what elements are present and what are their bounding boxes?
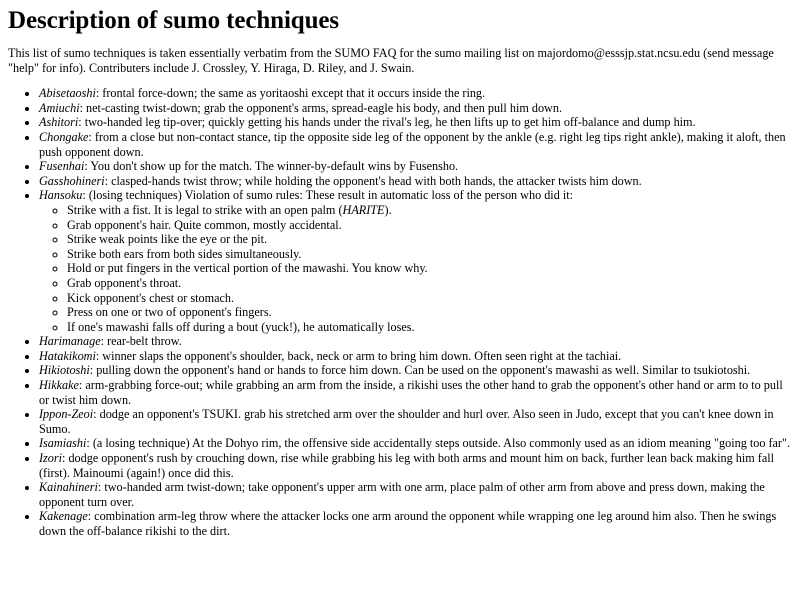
technique-definition: : from a close but non-contact stance, tip the opposite side leg of the opponent by the ankle (e.g. right leg tips right ankle), making it aloft, then push opponent down.: [39, 129, 786, 159]
technique-definition: : frontal force-down; the same as yoritaoshi except that it occurs inside the ring.: [95, 86, 486, 101]
technique-item: [39, 407, 792, 436]
technique-item: [39, 115, 792, 130]
intro-paragraph: This list of sumo techniques is taken essentially verbatim from the SUMO FAQ for the sumo mailing list on majordomo@esssjp.stat.ncsu.edu (send message "help" for info). Contributers include J. Crossley, Y. Hiraga, D. Riley, and J. Swain.: [8, 46, 774, 75]
technique-term: Gasshohineri: [39, 173, 105, 188]
technique-list: [8, 86, 792, 538]
technique-term: Hatakikomi: [39, 348, 96, 363]
violation-text: Strike both ears from both sides simultaneously.: [67, 246, 302, 261]
technique-definition: : net-casting twist-down; grab the opponent's arms, spread-eagle his body, and then pull him down.: [79, 100, 563, 115]
technique-definition: : two-handed arm twist-down; take opponent's upper arm with one arm, place palm of other arm from above and press down, making the opponent turn over.: [39, 480, 765, 509]
technique-item: [39, 480, 792, 509]
violation-item: [67, 232, 792, 247]
technique-item: [39, 509, 792, 538]
technique-item: [39, 130, 792, 159]
violation-list: [39, 203, 792, 334]
technique-term: Izori: [39, 451, 63, 466]
violation-text: Grab opponent's hair. Quite common, mostly accidental.: [67, 217, 342, 232]
technique-item: [39, 174, 792, 189]
technique-definition: : You don't show up for the match. The winner-by-default wins by Fusensho.: [84, 159, 459, 174]
technique-definition: : (losing techniques) Violation of sumo rules: These result in automatic loss of the person who did it:: [82, 188, 573, 203]
violation-item: [67, 203, 792, 218]
violation-item: [67, 218, 792, 233]
technique-definition: : combination arm-leg throw where the attacker locks one arm around the opponent while wrapping one leg around him also. Then he swings down the off-balance rikishi to the dirt.: [39, 509, 777, 538]
technique-term: Hikkake: [39, 378, 79, 393]
technique-definition: : rear-belt throw.: [100, 334, 182, 349]
technique-definition: : winner slaps the opponent's shoulder, back, neck or arm to bring him down. Often seen right at the tachiai.: [95, 348, 622, 363]
violation-item: [67, 291, 792, 306]
violation-item: [67, 305, 792, 320]
page-title: Description of sumo techniques: [8, 7, 340, 34]
technique-term: Abisetaoshi: [39, 86, 96, 101]
technique-item: [39, 378, 792, 407]
violation-text: Kick opponent's chest or stomach.: [67, 290, 235, 305]
technique-term: Kainahineri: [39, 480, 98, 495]
technique-term: Fusenhai: [39, 159, 85, 174]
technique-item: [39, 101, 792, 116]
technique-term: Isamiashi: [39, 436, 87, 451]
technique-item: [39, 349, 792, 364]
technique-definition: : dodge opponent's rush by crouching down, rise while grabbing his leg with both arms and mount him on back, further lean back making him fall (first). Mainoumi (again!) once did this.: [39, 451, 775, 480]
technique-definition: : clasped-hands twist throw; while holding the opponent's head with both hands, the attacker twists him down.: [104, 173, 642, 188]
technique-term: Ippon-Zeoi: [39, 407, 94, 422]
violation-text: Grab opponent's throat.: [67, 275, 182, 290]
technique-item: [39, 363, 792, 378]
technique-item: [39, 436, 792, 451]
violation-text: Strike with a fist. It is legal to strike with an open palm (: [67, 202, 343, 217]
technique-definition: : two-handed leg tip-over; quickly getting his hands under the rival's leg, he then lifts up to get him off-balance and dump him.: [78, 115, 696, 130]
technique-term: Amiuchi: [39, 100, 80, 115]
violation-text: Strike weak points like the eye or the pit.: [67, 232, 268, 247]
violation-item: [67, 261, 792, 276]
technique-term: Chongake: [39, 129, 89, 144]
violation-item: [67, 276, 792, 291]
technique-term: Hansoku: [39, 188, 83, 203]
technique-item: [39, 86, 792, 101]
violation-text: Hold or put fingers in the vertical portion of the mawashi. You know why.: [67, 261, 428, 276]
technique-item: [39, 159, 792, 174]
technique-term: Ashitori: [39, 115, 79, 130]
violation-emphasis: HARITE: [342, 202, 385, 217]
technique-definition: : dodge an opponent's TSUKI. grab his stretched arm over the shoulder and hurl over. Also seen in Judo, except that you can't knee down in Sumo.: [39, 407, 774, 436]
technique-term: Harimanage: [39, 334, 101, 349]
violation-item: [67, 320, 792, 335]
violation-text: Press on one or two of opponent's fingers.: [67, 305, 272, 320]
technique-definition: : pulling down the opponent's hand or hands to force him down. Can be used on the opponent's mawashi as well. Similar to tsukiotoshi.: [89, 363, 751, 378]
technique-term: Kakenage: [39, 509, 88, 524]
technique-definition: : arm-grabbing force-out; while grabbing an arm from the inside, a rikishi uses the other hand to grab the opponent's other hand or arm to to pull or twist him down.: [39, 378, 783, 407]
technique-term: Hikiotoshi: [39, 363, 90, 378]
technique-item: [39, 188, 792, 334]
technique-item: [39, 451, 792, 480]
violation-text: If one's mawashi falls off during a bout (yuck!), he automatically loses.: [67, 319, 415, 334]
violation-text-tail: ).: [384, 202, 392, 217]
violation-item: [67, 247, 792, 262]
technique-item: [39, 334, 792, 349]
technique-definition: : (a losing technique) At the Dohyo rim, the offensive side accidentally steps outside. Also commonly used as an idiom meaning "going too far".: [86, 436, 791, 451]
